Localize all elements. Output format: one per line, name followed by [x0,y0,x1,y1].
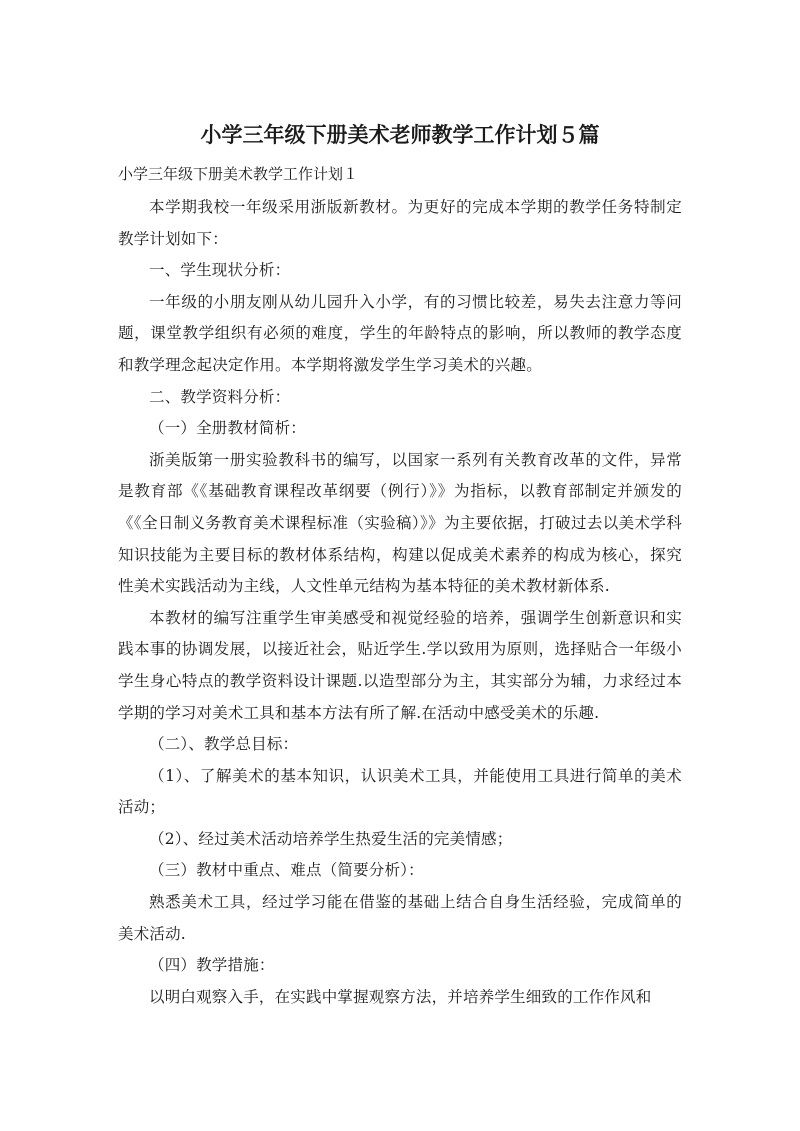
subheading-teaching-measures: （四）教学措施： [149,956,275,975]
paragraph-student-analysis: 一年级的小朋友刚从幼儿园升入小学，有的习惯比较差，易失去注意力等问题，课堂教学组织有必须的难度，学生的年龄特点的影响，所以教师的教学态度和教学理念起决定作用。本学期将激发学生学习美术的兴趣。 [118,292,682,374]
goal-item-1: （1）、了解美术的基本知识，认识美术工具，并能使用工具进行简单的美术活动； [118,766,682,817]
heading-material-analysis: 二、教学资料分析： [149,387,291,406]
paragraph-key-points: 熟悉美术工具，经过学习能在借鉴的基础上结合自身生活经验，完成简单的美术活动. [118,893,682,943]
paragraph-intro: 本学期我校一年级采用浙版新教材。为更好的完成本学期的教学任务特制定教学计划如下： [118,198,682,248]
subheading-key-points: （三）教材中重点、难点（简要分析）： [149,861,424,880]
subheading-teaching-goals: （二）、教学总目标： [149,735,299,754]
heading-student-analysis: 一、学生现状分析： [149,261,291,280]
document-subtitle: 小学三年级下册美术教学工作计划１ [118,165,359,183]
paragraph-textbook-overview: 浙美版第一册实验教科书的编写，以国家一系列有关教育改革的文件，异常是教育部《《基础教育课程改革纲要（例行）》》为指标，以教育部制定并颁发的《《全日制义务教育美术课程标准（实验稿）》》为主要依据，打破过去以美术学科知识技能为主要目标的教材体系结构，构建以促成美术素养的构成为核心，探究性美术实践活动为主线，人文性单元结构为基本特征的美术教材新体系. [118,450,682,596]
paragraph-textbook-design: 本教材的编写注重学生审美感受和视觉经验的培养，强调学生创新意识和实践本事的协调发展，以接近社会，贴近学生.学以致用为原则，选择贴合一年级小学生身心特点的教学资料设计课题.以造型部分为主，其实部分为辅，力求经过本学期的学习对美术工具和基本方法有所了解.在活动中感受美术的乐趣. [118,608,682,722]
goal-item-2: （2）、经过美术活动培养学生热爱生活的完美情感； [149,829,513,848]
paragraph-teaching-measures: 以明白观察入手，在实践中掌握观察方法，并培养学生细致的工作作风和 [149,987,652,1006]
subheading-textbook-overview: （一）全册教材简析： [149,419,307,438]
document-title: 小学三年级下册美术老师教学工作计划５篇 [200,123,600,147]
